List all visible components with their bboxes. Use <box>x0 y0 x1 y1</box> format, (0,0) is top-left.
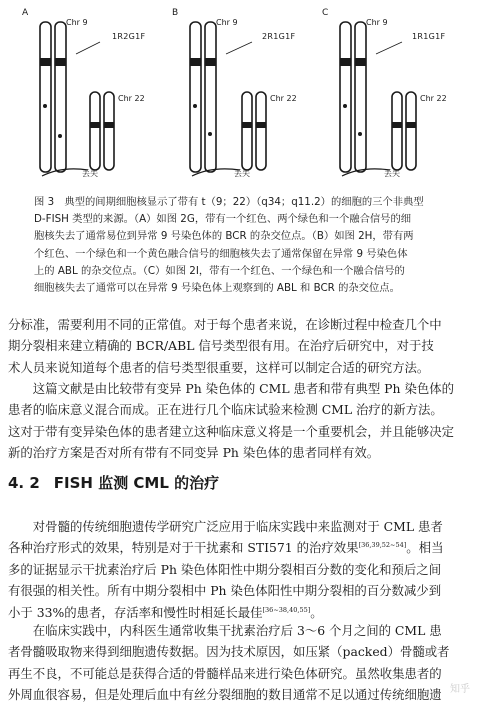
watermark: 知乎 <box>450 684 470 695</box>
citation: [36,39,52~54] <box>358 541 407 550</box>
text-line: 再生不良，不可能总是获得合适的骨髓样品来进行染色体研究。虽然收集患者的 <box>8 665 442 681</box>
text-line: 术人员来说知道每个患者的信号类型很重要，这样可以制定合适的研究方法。 <box>8 359 430 375</box>
figure-panel-b <box>172 6 312 188</box>
paragraph <box>8 516 474 623</box>
text-span: 。 <box>310 604 323 620</box>
chr22-label: Chr 22 <box>420 94 447 103</box>
section-heading <box>8 472 233 493</box>
text-line: 多的证据显示干扰素治疗后 Ph 染色体阳性中期分裂相百分数的变化和预后之间 <box>8 561 442 577</box>
caption-line: 上的 ABL 的杂交位点。（C）如图 2I，带有一个红色、一个绿色和一个融合信号的 <box>34 264 405 277</box>
text-line: 患者的临床意义混合而成。正在进行几个临床试验来检测 CML 治疗的新方法。 <box>8 402 443 418</box>
loss-label: 丢失 <box>384 169 400 178</box>
signal-code: 2R1G1F <box>262 32 296 41</box>
paragraph <box>8 314 474 378</box>
caption-line: 细胞核失去了通常可以在异常 9 号染色体上观察到的 ABL 和 BCR 的杂交位点。 <box>34 282 400 295</box>
text-line: 这篇文献是由比较带有变异 Ph 染色体的 CML 患者和带有典型 Ph 染色体的 <box>32 381 455 396</box>
text-line: 有很强的相关性。所有中期分裂相中 Ph 染色体阳性中期分裂相的百分数减少到 <box>8 583 442 599</box>
signal-code: 1R2G1F <box>112 32 146 41</box>
paragraph <box>8 620 474 706</box>
text-line: 期分裂相来建立精确的 BCR/ABL 信号类型很有用。在治疗后研究中，对于技 <box>8 338 434 354</box>
chr9-label: Chr 9 <box>366 18 388 27</box>
text-line: 在临床实践中，内科医生通常收集干扰素治疗后 3～6 个月之间的 CML 患 <box>32 623 442 638</box>
text-line <box>8 537 474 558</box>
section-title: FISH 监测 CML 的治疗 <box>53 474 220 492</box>
text-span: 小于 33%的患者，存活率和慢性时相延长最佳 <box>8 604 263 620</box>
text-span: 。相当 <box>406 540 444 556</box>
text-line: 对骨髓的传统细胞遗传学研究广泛应用于临床实践中来监测对于 CML 患者 <box>32 519 443 534</box>
panel-letter: A <box>22 8 29 18</box>
text-line: 者骨髓吸取物来得到细胞遗传数据。因为技术原因，如压紧（packed）骨髓或者 <box>8 644 450 660</box>
caption-line: D-FISH 类型的来源。（A）如图 2G，带有一个红色、两个绿色和一个融合信号的细 <box>34 213 412 226</box>
loss-label: 丢失 <box>234 169 250 178</box>
figure-3 <box>22 6 467 188</box>
citation: [36~38,40,55] <box>262 605 311 614</box>
signal-code: 1R1G1F <box>412 32 446 41</box>
chr22-label: Chr 22 <box>118 94 145 103</box>
section-number: 4. 2 <box>8 474 40 492</box>
chr9-label: Chr 9 <box>216 18 238 27</box>
loss-label: 丢失 <box>82 169 98 178</box>
chr22-label: Chr 22 <box>270 94 297 103</box>
text-span: 各种治疗形式的效果，特别是对于干扰素和 STI571 的治疗效果 <box>8 540 359 556</box>
text-line: 这对于带有变异染色体的患者建立这种临床意义将是一个重要机会，并且能够决定 <box>8 423 455 439</box>
chr9-label: Chr 9 <box>66 18 88 27</box>
text-line: 分标准，需要利用不同的正常值。对于每个患者来说，在诊断过程中检查几个中 <box>8 317 442 332</box>
panel-letter: B <box>172 8 179 18</box>
paragraph <box>8 378 474 464</box>
caption-line: 图 3 典型的间期细胞核显示了带有 t（9；22）（q34；q11.2）的细胞的三个非典型 <box>34 196 424 208</box>
figure-panel-c <box>322 6 462 188</box>
caption-line: 胞核失去了通常易位到异常 9 号染色体的 BCR 的杂交位点。（B）如图 2H，带有两 <box>34 230 414 243</box>
text-line: 新的治疗方案是否对所有带有不同变异 Ph 染色体的患者同样有效。 <box>8 445 380 461</box>
panel-letter: C <box>322 8 329 18</box>
text-line: 外周血很容易，但是处理后血中有丝分裂细胞的数目通常不足以通过传统细胞遗 <box>8 687 442 703</box>
figure-caption <box>34 194 450 297</box>
caption-line: 个红色、一个绿色和一个黄色融合信号的细胞核失去了通常保留在异常 9 号染色体 <box>34 247 408 260</box>
figure-panel-a <box>22 6 162 188</box>
